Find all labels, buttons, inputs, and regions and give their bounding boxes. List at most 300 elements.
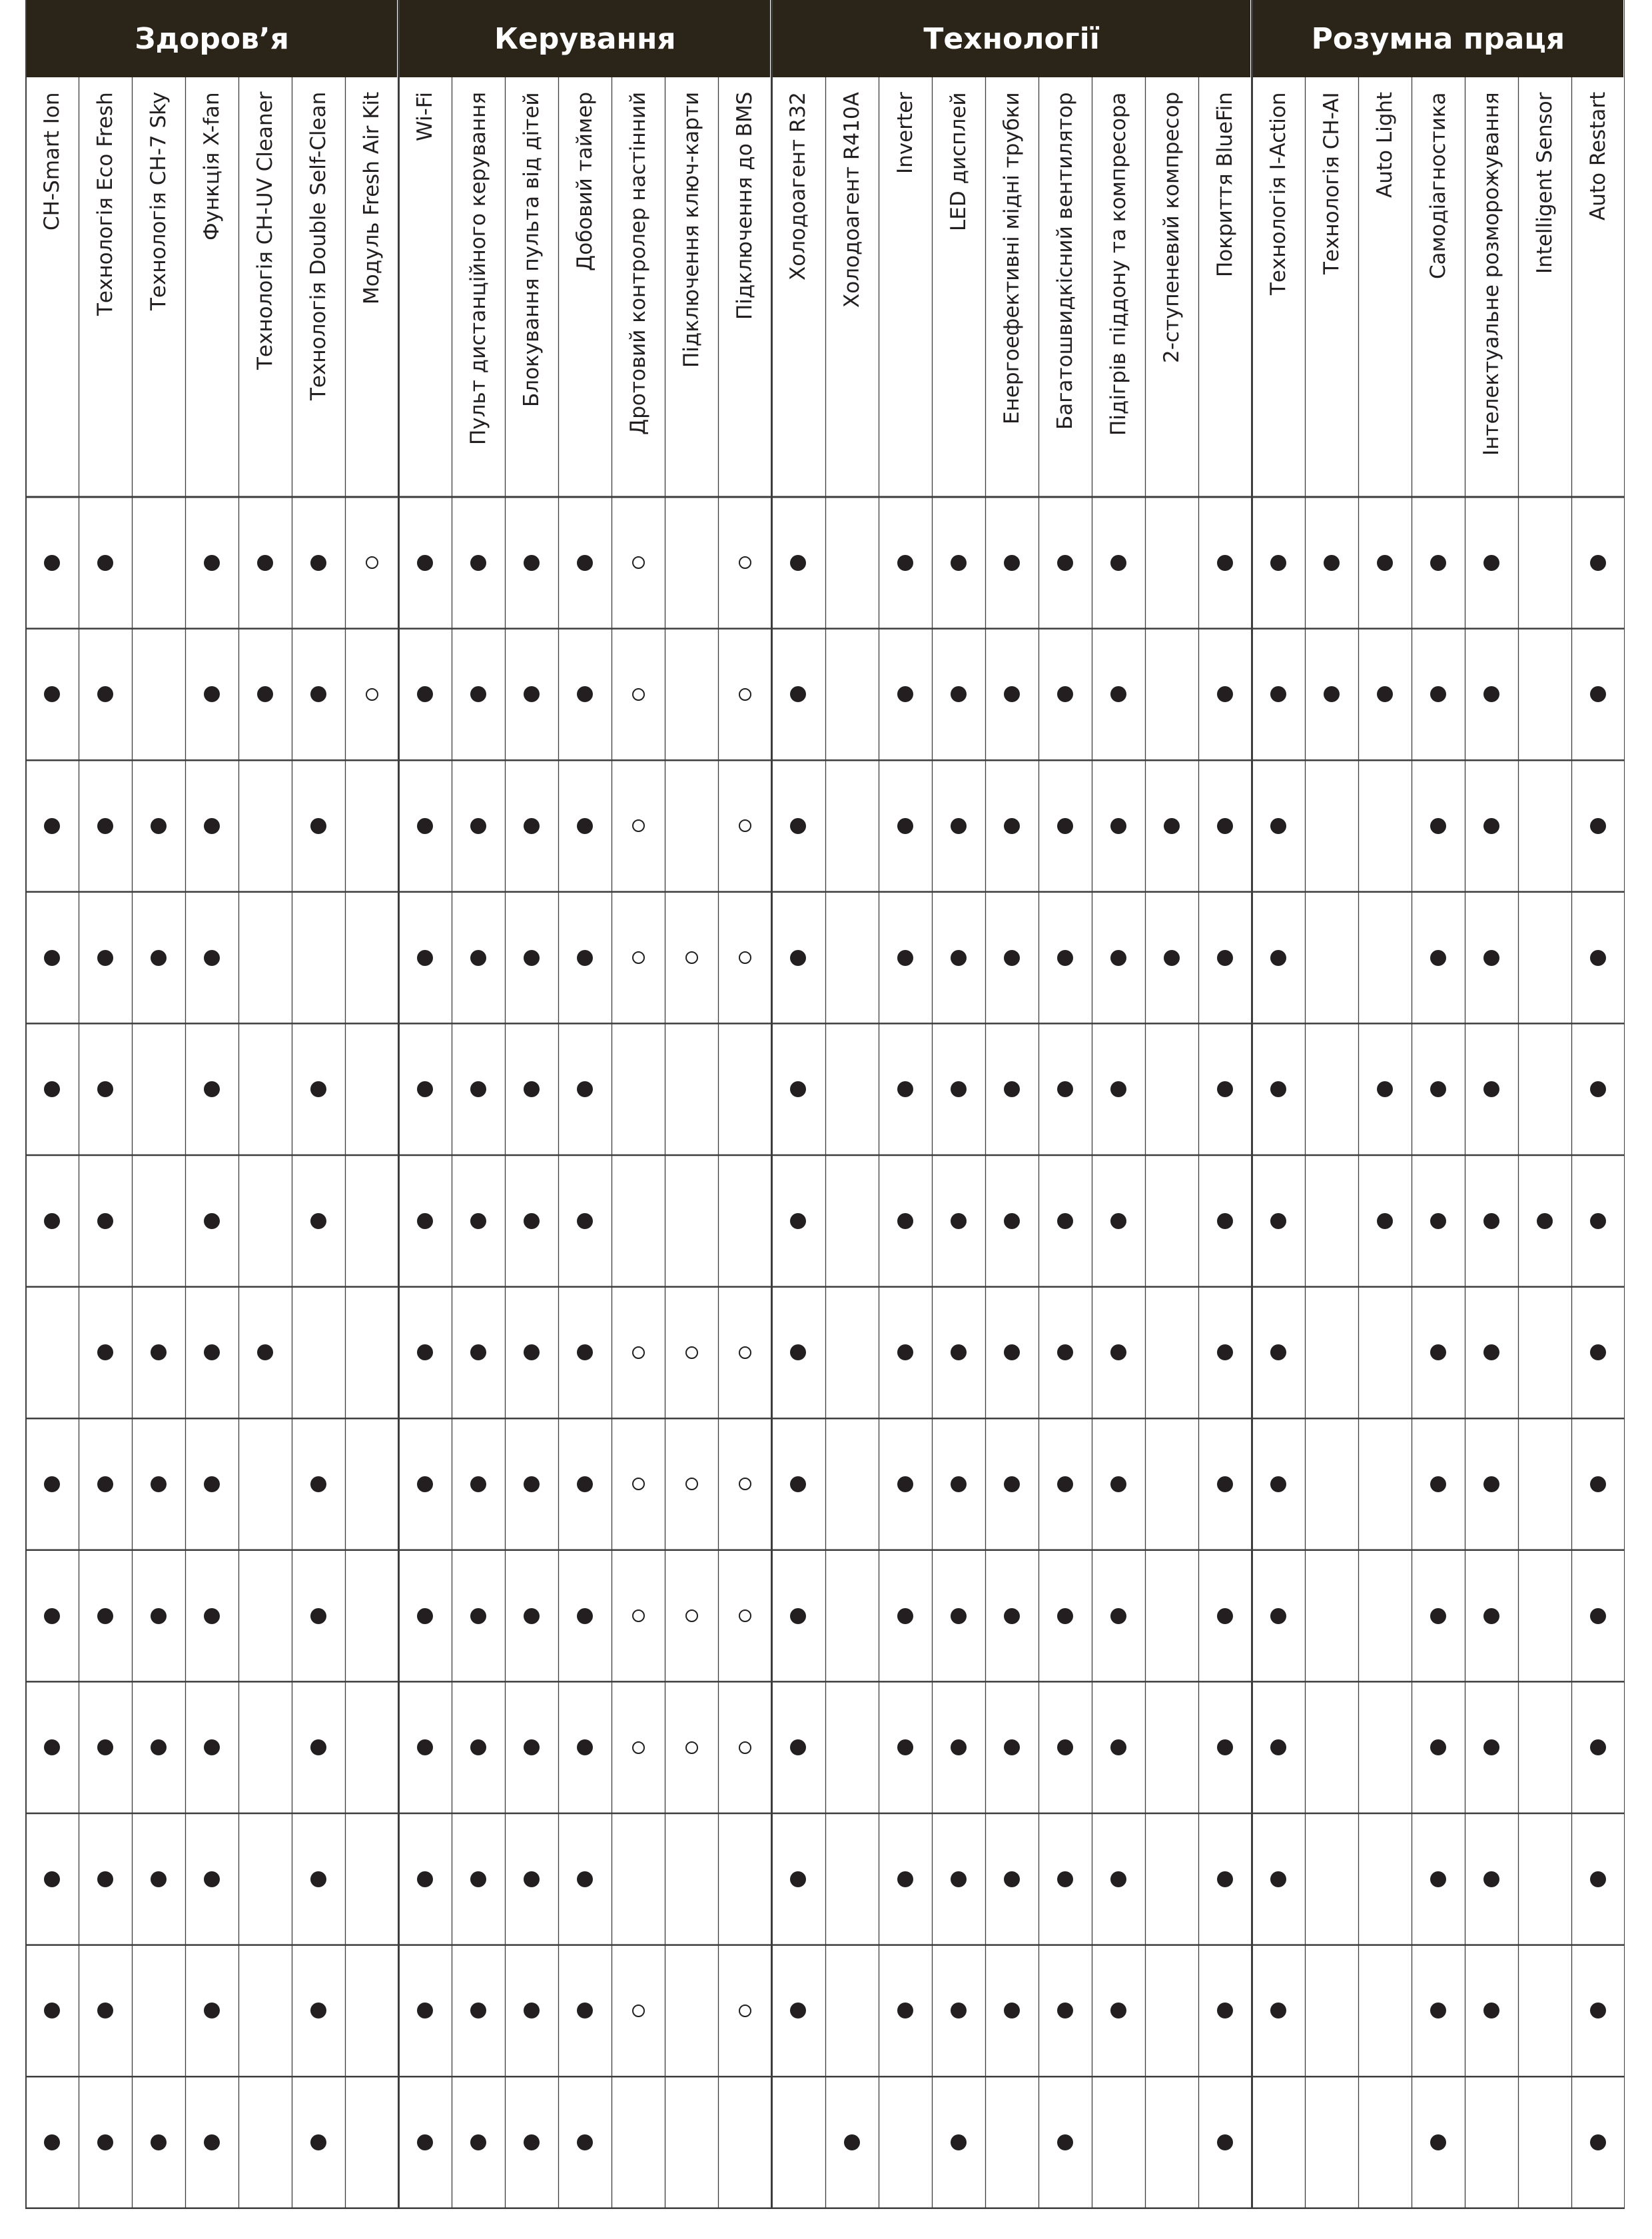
column-label: Енергоефективні мідні трубки xyxy=(999,92,1024,424)
table-cell xyxy=(985,497,1038,629)
filled-dot-icon xyxy=(1590,1739,1606,1755)
group-header: Технології xyxy=(773,0,1250,77)
filled-dot-icon xyxy=(1004,1871,1020,1887)
filled-dot-icon xyxy=(1004,555,1020,571)
filled-dot-icon xyxy=(310,1081,326,1097)
table-cell xyxy=(79,1418,132,1550)
filled-dot-icon xyxy=(310,686,326,702)
table-cell xyxy=(452,1813,505,1945)
table-cell xyxy=(132,1287,185,1419)
filled-dot-icon xyxy=(470,1871,486,1887)
table-cell xyxy=(985,1813,1038,1945)
table-cell xyxy=(1252,1155,1305,1287)
table-cell xyxy=(771,1023,825,1155)
table-cell xyxy=(612,760,665,892)
table-cell xyxy=(1038,892,1092,1024)
table-cell xyxy=(1571,497,1625,629)
filled-dot-icon xyxy=(1324,555,1340,571)
filled-dot-icon xyxy=(1430,950,1446,966)
filled-dot-icon xyxy=(1057,1081,1073,1097)
table-cell xyxy=(879,1418,932,1550)
filled-dot-icon xyxy=(1590,1081,1606,1097)
hollow-circle-icon xyxy=(739,1609,751,1622)
table-cell xyxy=(1412,2076,1465,2208)
filled-dot-icon xyxy=(1270,818,1286,834)
table-cell xyxy=(932,1813,985,1945)
filled-dot-icon xyxy=(1110,1476,1126,1492)
table-cell xyxy=(132,1550,185,1682)
table-cell xyxy=(558,629,612,761)
table-cell xyxy=(398,760,452,892)
filled-dot-icon xyxy=(790,1739,806,1755)
filled-dot-icon xyxy=(951,2134,967,2150)
table-cell xyxy=(1198,760,1252,892)
table-cell xyxy=(1518,1155,1571,1287)
table-cell xyxy=(985,1155,1038,1287)
table-cell xyxy=(718,629,771,761)
column-label: Модуль Fresh Air Kit xyxy=(360,91,384,304)
table-cell xyxy=(452,760,505,892)
table-cell xyxy=(25,892,79,1024)
table-cell xyxy=(398,497,452,629)
table-cell xyxy=(1465,1023,1518,1155)
filled-dot-icon xyxy=(417,1344,433,1360)
table-cell xyxy=(879,760,932,892)
column-label: Підключення до BMS xyxy=(733,91,757,320)
table-cell xyxy=(771,1550,825,1682)
filled-dot-icon xyxy=(1270,1608,1286,1624)
table-cell xyxy=(132,760,185,892)
filled-dot-icon xyxy=(204,818,220,834)
table-cell xyxy=(79,1945,132,2077)
table-cell xyxy=(238,497,292,629)
table-cell xyxy=(398,1550,452,1682)
table-cell xyxy=(185,1418,238,1550)
filled-dot-icon xyxy=(1430,1213,1446,1229)
filled-dot-icon xyxy=(1430,1608,1446,1624)
table-cell xyxy=(1571,892,1625,1024)
column-label: 2-ступеневий компресор xyxy=(1159,91,1184,363)
table-cell xyxy=(1571,1155,1625,1287)
filled-dot-icon xyxy=(97,818,113,834)
group-header: Здоров’я xyxy=(27,0,397,77)
filled-dot-icon xyxy=(790,1476,806,1492)
column-label: Холодоагент R410A xyxy=(839,92,864,308)
filled-dot-icon xyxy=(524,1476,540,1492)
hollow-circle-icon xyxy=(632,1609,645,1622)
filled-dot-icon xyxy=(951,1081,967,1097)
filled-dot-icon xyxy=(524,1739,540,1755)
table-cell xyxy=(1092,497,1145,629)
column-label: LED дисплей xyxy=(946,92,971,231)
table-cell xyxy=(25,760,79,892)
table-cell xyxy=(879,892,932,1024)
filled-dot-icon xyxy=(310,1213,326,1229)
filled-dot-icon xyxy=(1110,2003,1126,2018)
hollow-circle-icon xyxy=(739,688,751,701)
table-cell xyxy=(505,1681,558,1813)
filled-dot-icon xyxy=(44,1213,60,1229)
table-cell xyxy=(771,1418,825,1550)
column-label: Inverter xyxy=(893,92,917,174)
filled-dot-icon xyxy=(151,818,167,834)
filled-dot-icon xyxy=(577,1476,593,1492)
hollow-circle-icon xyxy=(632,556,645,569)
filled-dot-icon xyxy=(1004,686,1020,702)
filled-dot-icon xyxy=(1004,818,1020,834)
table-cell xyxy=(1038,1418,1092,1550)
table-cell xyxy=(505,760,558,892)
filled-dot-icon xyxy=(951,950,967,966)
table-cell xyxy=(1412,1155,1465,1287)
table-cell xyxy=(932,1155,985,1287)
table-cell xyxy=(1038,1287,1092,1419)
table-cell xyxy=(1038,1155,1092,1287)
filled-dot-icon xyxy=(577,555,593,571)
table-cell xyxy=(825,2076,879,2208)
filled-dot-icon xyxy=(417,555,433,571)
table-cell xyxy=(1412,892,1465,1024)
table-cell xyxy=(25,1418,79,1550)
table-cell xyxy=(132,1681,185,1813)
table-cell xyxy=(292,1681,345,1813)
filled-dot-icon xyxy=(1110,1344,1126,1360)
table-cell xyxy=(665,1418,718,1550)
filled-dot-icon xyxy=(1217,1344,1233,1360)
table-cell xyxy=(1571,2076,1625,2208)
table-cell xyxy=(1358,629,1412,761)
filled-dot-icon xyxy=(44,2134,60,2150)
table-cell xyxy=(1571,760,1625,892)
column-label: Auto Restart xyxy=(1585,91,1610,221)
filled-dot-icon xyxy=(470,818,486,834)
filled-dot-icon xyxy=(204,1476,220,1492)
table-cell xyxy=(238,629,292,761)
hollow-circle-icon xyxy=(685,1478,698,1490)
table-cell xyxy=(292,2076,345,2208)
filled-dot-icon xyxy=(1057,1344,1073,1360)
filled-dot-icon xyxy=(310,1608,326,1624)
table-cell xyxy=(1198,1023,1252,1155)
table-cell xyxy=(1145,892,1198,1024)
filled-dot-icon xyxy=(524,686,540,702)
column-label: Технологія Eco Fresh xyxy=(93,92,118,316)
filled-dot-icon xyxy=(310,1871,326,1887)
filled-dot-icon xyxy=(524,555,540,571)
filled-dot-icon xyxy=(577,818,593,834)
filled-dot-icon xyxy=(577,2134,593,2150)
filled-dot-icon xyxy=(1590,818,1606,834)
filled-dot-icon xyxy=(1430,1739,1446,1755)
filled-dot-icon xyxy=(1590,2003,1606,2018)
table-cell xyxy=(879,1155,932,1287)
table-cell xyxy=(79,1813,132,1945)
filled-dot-icon xyxy=(97,950,113,966)
table-cell xyxy=(558,892,612,1024)
table-cell xyxy=(612,629,665,761)
filled-dot-icon xyxy=(1590,950,1606,966)
filled-dot-icon xyxy=(524,1344,540,1360)
column-label: CH-Smart Ion xyxy=(40,92,65,230)
table-cell xyxy=(985,629,1038,761)
filled-dot-icon xyxy=(1217,818,1233,834)
filled-dot-icon xyxy=(1430,1344,1446,1360)
filled-dot-icon xyxy=(1110,950,1126,966)
table-cell xyxy=(1465,1287,1518,1419)
table-cell xyxy=(558,1418,612,1550)
table-cell xyxy=(612,1945,665,2077)
table-cell xyxy=(1571,1945,1625,2077)
table-cell xyxy=(1038,760,1092,892)
table-cell xyxy=(612,497,665,629)
filled-dot-icon xyxy=(1057,686,1073,702)
table-cell xyxy=(558,1287,612,1419)
filled-dot-icon xyxy=(97,1476,113,1492)
column-label: Інтелектуальне розморожування xyxy=(1479,92,1503,456)
table-cell xyxy=(558,1681,612,1813)
table-cell xyxy=(985,1550,1038,1682)
filled-dot-icon xyxy=(97,1081,113,1097)
table-cell xyxy=(505,1813,558,1945)
table-cell xyxy=(292,497,345,629)
table-cell xyxy=(185,1681,238,1813)
table-cell xyxy=(452,1550,505,1682)
table-cell xyxy=(985,1023,1038,1155)
table-cell xyxy=(985,1287,1038,1419)
table-cell xyxy=(718,1287,771,1419)
table-cell xyxy=(1038,1945,1092,2077)
hollow-circle-icon xyxy=(739,2005,751,2017)
table-cell xyxy=(932,1418,985,1550)
table-cell xyxy=(932,1550,985,1682)
filled-dot-icon xyxy=(1430,2134,1446,2150)
filled-dot-icon xyxy=(204,686,220,702)
filled-dot-icon xyxy=(151,950,167,966)
table-cell xyxy=(1412,1023,1465,1155)
filled-dot-icon xyxy=(790,1081,806,1097)
table-cell xyxy=(185,497,238,629)
filled-dot-icon xyxy=(97,1608,113,1624)
filled-dot-icon xyxy=(1430,686,1446,702)
table-cell xyxy=(505,1418,558,1550)
hollow-circle-icon xyxy=(366,556,378,569)
filled-dot-icon xyxy=(1270,1344,1286,1360)
table-cell xyxy=(1198,1287,1252,1419)
table-cell xyxy=(345,497,398,629)
table-cell xyxy=(185,892,238,1024)
table-cell xyxy=(1252,892,1305,1024)
table-cell xyxy=(238,1287,292,1419)
filled-dot-icon xyxy=(470,1344,486,1360)
table-cell xyxy=(79,2076,132,2208)
table-cell xyxy=(79,1287,132,1419)
filled-dot-icon xyxy=(151,1476,167,1492)
table-cell xyxy=(879,1813,932,1945)
filled-dot-icon xyxy=(790,2003,806,2018)
filled-dot-icon xyxy=(1270,686,1286,702)
table-cell xyxy=(452,1681,505,1813)
filled-dot-icon xyxy=(524,818,540,834)
table-cell xyxy=(932,760,985,892)
table-cell xyxy=(292,760,345,892)
filled-dot-icon xyxy=(257,686,273,702)
table-cell xyxy=(1412,1945,1465,2077)
table-cell xyxy=(558,1945,612,2077)
table-cell xyxy=(558,497,612,629)
filled-dot-icon xyxy=(310,555,326,571)
filled-dot-icon xyxy=(97,1739,113,1755)
table-cell xyxy=(879,1550,932,1682)
filled-dot-icon xyxy=(1057,2134,1073,2150)
filled-dot-icon xyxy=(790,1213,806,1229)
filled-dot-icon xyxy=(524,2134,540,2150)
filled-dot-icon xyxy=(1483,555,1499,571)
filled-dot-icon xyxy=(1004,1739,1020,1755)
filled-dot-icon xyxy=(417,2003,433,2018)
filled-dot-icon xyxy=(417,1871,433,1887)
hollow-circle-icon xyxy=(685,1609,698,1622)
table-cell xyxy=(879,1681,932,1813)
table-cell xyxy=(292,1418,345,1550)
table-cell xyxy=(612,892,665,1024)
column-label: Технологія CH-UV Cleaner xyxy=(253,91,278,370)
filled-dot-icon xyxy=(1057,1739,1073,1755)
table-cell xyxy=(932,497,985,629)
filled-dot-icon xyxy=(1057,1476,1073,1492)
table-cell xyxy=(505,1550,558,1682)
filled-dot-icon xyxy=(524,1081,540,1097)
filled-dot-icon xyxy=(897,1476,913,1492)
filled-dot-icon xyxy=(1110,1871,1126,1887)
table-cell xyxy=(452,1287,505,1419)
table-cell xyxy=(25,1813,79,1945)
table-cell xyxy=(558,760,612,892)
table-cell xyxy=(398,2076,452,2208)
table-cell xyxy=(665,1681,718,1813)
filled-dot-icon xyxy=(1270,950,1286,966)
table-cell xyxy=(505,497,558,629)
filled-dot-icon xyxy=(417,1213,433,1229)
hollow-circle-icon xyxy=(685,1741,698,1754)
filled-dot-icon xyxy=(44,1476,60,1492)
table-cell xyxy=(1571,1813,1625,1945)
table-cell xyxy=(985,1681,1038,1813)
table-cell xyxy=(25,1945,79,2077)
column-label: Багатошвидкісний вентилятор xyxy=(1052,92,1077,430)
filled-dot-icon xyxy=(577,1213,593,1229)
table-cell xyxy=(185,1550,238,1682)
filled-dot-icon xyxy=(1590,1608,1606,1624)
filled-dot-icon xyxy=(44,2003,60,2018)
table-cell xyxy=(398,1418,452,1550)
table-cell xyxy=(398,629,452,761)
filled-dot-icon xyxy=(1057,1608,1073,1624)
filled-dot-icon xyxy=(151,2134,167,2150)
hollow-circle-icon xyxy=(739,556,751,569)
filled-dot-icon xyxy=(257,1344,273,1360)
table-cell xyxy=(1465,1418,1518,1550)
filled-dot-icon xyxy=(897,555,913,571)
filled-dot-icon xyxy=(1270,1871,1286,1887)
filled-dot-icon xyxy=(470,2134,486,2150)
filled-dot-icon xyxy=(897,1213,913,1229)
table-cell xyxy=(1038,1813,1092,1945)
filled-dot-icon xyxy=(417,1081,433,1097)
table-cell xyxy=(505,1945,558,2077)
filled-dot-icon xyxy=(1110,818,1126,834)
filled-dot-icon xyxy=(470,1213,486,1229)
table-cell xyxy=(292,629,345,761)
hollow-circle-icon xyxy=(632,819,645,832)
hollow-circle-icon xyxy=(632,951,645,964)
table-cell xyxy=(1198,497,1252,629)
table-cell xyxy=(1198,1681,1252,1813)
filled-dot-icon xyxy=(44,950,60,966)
filled-dot-icon xyxy=(310,2134,326,2150)
filled-dot-icon xyxy=(204,1213,220,1229)
filled-dot-icon xyxy=(1164,950,1180,966)
filled-dot-icon xyxy=(204,1739,220,1755)
filled-dot-icon xyxy=(44,555,60,571)
table-cell xyxy=(398,892,452,1024)
table-cell xyxy=(718,1945,771,2077)
table-cell xyxy=(1092,1945,1145,2077)
column-label: Пульт дистанційного керування xyxy=(466,91,491,445)
table-cell xyxy=(879,1945,932,2077)
filled-dot-icon xyxy=(524,2003,540,2018)
filled-dot-icon xyxy=(1270,1739,1286,1755)
table-cell xyxy=(879,1023,932,1155)
table-cell xyxy=(1252,629,1305,761)
table-cell xyxy=(25,1155,79,1287)
filled-dot-icon xyxy=(1270,1213,1286,1229)
filled-dot-icon xyxy=(1377,1081,1393,1097)
filled-dot-icon xyxy=(1217,1213,1233,1229)
filled-dot-icon xyxy=(1270,555,1286,571)
filled-dot-icon xyxy=(417,1739,433,1755)
table-cell xyxy=(771,1287,825,1419)
table-cell xyxy=(1252,1813,1305,1945)
column-label: Функція X-fan xyxy=(200,92,224,240)
table-cell xyxy=(1412,1681,1465,1813)
table-cell xyxy=(1092,629,1145,761)
hollow-circle-icon xyxy=(739,819,751,832)
table-cell xyxy=(452,629,505,761)
table-cell xyxy=(398,1681,452,1813)
filled-dot-icon xyxy=(1270,1081,1286,1097)
feature-matrix xyxy=(25,0,1625,2239)
hollow-circle-icon xyxy=(632,2005,645,2017)
filled-dot-icon xyxy=(1483,1871,1499,1887)
filled-dot-icon xyxy=(897,686,913,702)
table-cell xyxy=(452,1155,505,1287)
filled-dot-icon xyxy=(951,1213,967,1229)
table-cell xyxy=(452,2076,505,2208)
table-cell xyxy=(718,1681,771,1813)
filled-dot-icon xyxy=(577,950,593,966)
filled-dot-icon xyxy=(577,1608,593,1624)
table-cell xyxy=(612,1681,665,1813)
table-cell xyxy=(1465,1155,1518,1287)
table-cell xyxy=(79,760,132,892)
filled-dot-icon xyxy=(897,1344,913,1360)
table-cell xyxy=(1252,1681,1305,1813)
table-cell xyxy=(1198,1550,1252,1682)
filled-dot-icon xyxy=(790,818,806,834)
table-cell xyxy=(398,1945,452,2077)
filled-dot-icon xyxy=(1324,686,1340,702)
filled-dot-icon xyxy=(577,1344,593,1360)
